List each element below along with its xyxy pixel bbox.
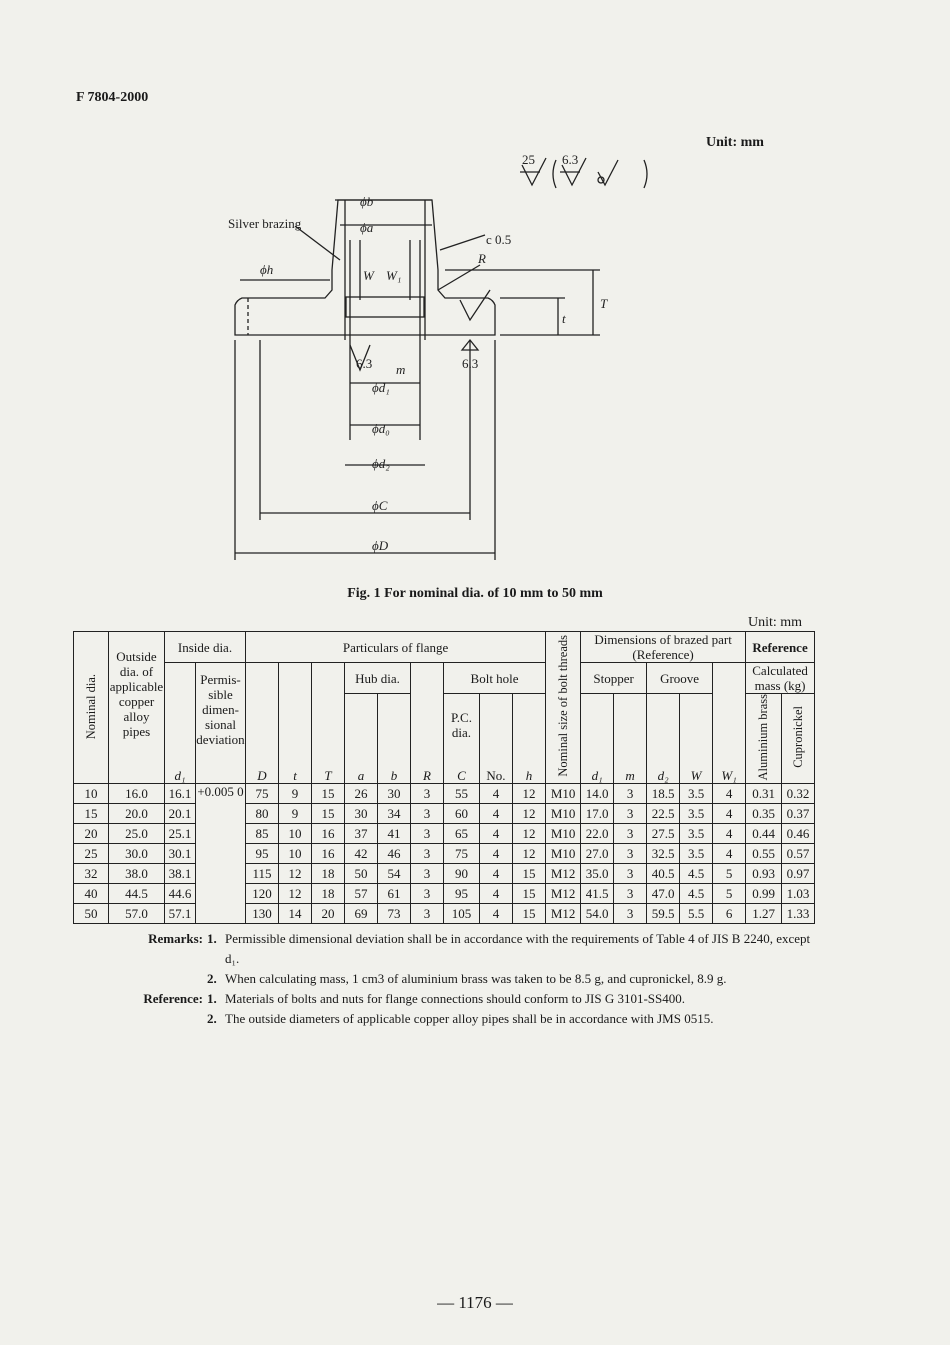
col-bolt-hole: Bolt hole: [444, 663, 546, 694]
roughness-right-label: 6.3: [462, 356, 479, 371]
col-cupro: Cupronickel: [782, 694, 815, 784]
table-cell: 90: [444, 864, 480, 884]
figure-caption: Fig. 1 For nominal dia. of 10 mm to 50 mm: [347, 586, 603, 601]
table-cell: 25: [74, 844, 109, 864]
table-cell: 4: [480, 884, 513, 904]
table-cell: 3: [411, 804, 444, 824]
col-m-blank: [614, 694, 647, 756]
sym-permissible-blank: [196, 755, 246, 784]
table-cell: 3: [614, 884, 647, 904]
roughness-symbol-plain: [598, 160, 618, 185]
roughness-left-label: 6.3: [356, 356, 373, 371]
table-cell: 12: [513, 784, 546, 804]
dim-d1-label: ϕd₁: [372, 380, 390, 395]
col-a-blank: [345, 694, 378, 756]
table-row: [74, 824, 815, 844]
table-cell: 4.5: [680, 864, 713, 884]
table-cell: 4: [480, 824, 513, 844]
table-cell: 42: [345, 844, 378, 864]
table-cell: 59.5: [647, 904, 680, 924]
table-cell: 18: [312, 864, 345, 884]
document-code: F 7804-2000: [76, 90, 149, 105]
col-sd1-blank: [581, 694, 614, 756]
table-cell: 38.0: [109, 864, 165, 884]
sym-a: a: [345, 755, 378, 784]
table-cell: 50: [74, 904, 109, 924]
table-cell: 80: [246, 804, 279, 824]
remark-2: 2. When calculating mass, 1 cm3 of aluminium brass was taken to be 8.5 g, and cupronickel, 8.9 g.: [207, 971, 727, 986]
sym-W1: W₁: [713, 755, 746, 784]
w1-label: W₁: [386, 268, 402, 283]
table-cell: 32.5: [647, 844, 680, 864]
col-brazed: Dimensions of brazed part (Reference): [581, 632, 746, 663]
sym-t: t: [279, 755, 312, 784]
chamfer-label: c 0.5: [486, 232, 512, 247]
table-cell: 0.31: [746, 784, 782, 804]
col-bolt-size: Nominal size of bolt threads: [546, 632, 581, 784]
table-cell: 3.5: [680, 784, 713, 804]
table-cell: 10: [74, 784, 109, 804]
notes-section: [118, 929, 818, 1029]
table-row: [74, 864, 815, 884]
table-cell: 5.5: [680, 904, 713, 924]
table-cell: 20.1: [165, 804, 196, 824]
flange-drawing: [200, 140, 720, 580]
table-cell: M12: [546, 904, 581, 924]
table-cell: M10: [546, 804, 581, 824]
sym-D: D: [246, 755, 279, 784]
col-permissible: Permis-sible dimen-sional deviation: [196, 663, 246, 756]
dim-b-label: ϕb: [360, 194, 374, 209]
table-cell: 15: [312, 804, 345, 824]
table-cell: 4: [480, 904, 513, 924]
table-cell: 18: [312, 884, 345, 904]
table-cell: 44.5: [109, 884, 165, 904]
table-cell: 0.93: [746, 864, 782, 884]
roughness-value-25: 25: [522, 152, 535, 167]
table-cell: 0.35: [746, 804, 782, 824]
table-cell: 4: [480, 784, 513, 804]
table-cell: 73: [378, 904, 411, 924]
col-inside-dia: Inside dia.: [165, 632, 246, 663]
table-cell: 0.99: [746, 884, 782, 904]
table-cell: 60: [444, 804, 480, 824]
sym-no: No.: [480, 755, 513, 784]
table-cell: 12: [513, 804, 546, 824]
table-cell: 16.0: [109, 784, 165, 804]
table-cell: 9: [279, 784, 312, 804]
table-cell: 0.44: [746, 824, 782, 844]
table-row: [74, 804, 815, 824]
table-cell: 22.5: [647, 804, 680, 824]
col-outside-dia: Outside dia. of applicable copper alloy pipes: [109, 632, 165, 756]
table-cell: 0.97: [782, 864, 815, 884]
table-cell: 4: [480, 864, 513, 884]
table-cell: 120: [246, 884, 279, 904]
table-cell: 95: [246, 844, 279, 864]
col-flange: Particulars of flange: [246, 632, 546, 663]
table-cell: 75: [246, 784, 279, 804]
table-cell: 32: [74, 864, 109, 884]
table-cell: 12: [513, 844, 546, 864]
table-cell: 1.27: [746, 904, 782, 924]
table-cell: 4: [713, 824, 746, 844]
table-cell: 10: [279, 824, 312, 844]
sym-m: m: [614, 755, 647, 784]
flange-spec-table: [73, 631, 815, 924]
table-cell: 4: [713, 784, 746, 804]
table-cell: 25.1: [165, 824, 196, 844]
table-row: [74, 844, 815, 864]
table-cell: 12: [279, 864, 312, 884]
table-row: [74, 904, 815, 924]
table-cell: 3: [614, 844, 647, 864]
deviation-cell: +0.005 0: [196, 784, 246, 924]
sym-outside-blank: [109, 755, 165, 784]
table-cell: 14: [279, 904, 312, 924]
table-cell: 12: [279, 884, 312, 904]
table-row: [74, 884, 815, 904]
table-cell: 3: [614, 824, 647, 844]
page-number: — 1176 —: [437, 1293, 513, 1312]
table-cell: 54.0: [581, 904, 614, 924]
table-cell: 0.32: [782, 784, 815, 804]
col-no-blank: [480, 694, 513, 756]
col-h-blank: [513, 694, 546, 756]
table-cell: 3: [411, 864, 444, 884]
table-cell: 3: [411, 904, 444, 924]
table-cell: 22.0: [581, 824, 614, 844]
col-b-blank: [378, 694, 411, 756]
table-cell: 15: [513, 884, 546, 904]
table-cell: 69: [345, 904, 378, 924]
table-cell: 30.1: [165, 844, 196, 864]
col-w1-blank: [713, 663, 746, 756]
table-cell: 17.0: [581, 804, 614, 824]
col-W-blank: [680, 694, 713, 756]
table-cell: M12: [546, 884, 581, 904]
reference-label: Reference:: [143, 991, 203, 1006]
table-cell: 95: [444, 884, 480, 904]
sym-d1: d₁: [165, 755, 196, 784]
table-cell: 16: [312, 844, 345, 864]
table-cell: 3: [411, 884, 444, 904]
table-cell: 105: [444, 904, 480, 924]
table-cell: 115: [246, 864, 279, 884]
col-t-blank: [279, 663, 312, 756]
radius-label: R: [478, 251, 486, 266]
table-cell: 27.5: [647, 824, 680, 844]
dim-t-label: t: [562, 311, 566, 326]
table-cell: 4: [480, 844, 513, 864]
table-cell: 16: [312, 824, 345, 844]
table-cell: 6: [713, 904, 746, 924]
table-cell: 3.5: [680, 824, 713, 844]
silver-brazing-label: Silver brazing: [228, 216, 302, 231]
table-cell: 38.1: [165, 864, 196, 884]
col-D-blank: [246, 663, 279, 756]
table-cell: 54: [378, 864, 411, 884]
table-cell: 30: [378, 784, 411, 804]
figure-unit-label: Unit: mm: [706, 135, 764, 150]
table-cell: 61: [378, 884, 411, 904]
table-cell: 85: [246, 824, 279, 844]
table-cell: 27.0: [581, 844, 614, 864]
table-cell: 4: [713, 844, 746, 864]
table-cell: 40: [74, 884, 109, 904]
dim-d0-label: ϕd₀: [372, 421, 390, 436]
table-cell: 3: [411, 784, 444, 804]
sym-stopper-d1: d₁: [581, 755, 614, 784]
table-cell: 30.0: [109, 844, 165, 864]
table-cell: 3.5: [680, 844, 713, 864]
reference-2: 2. The outside diameters of applicable copper alloy pipes shall be in accordance with JMS 0515.: [207, 1011, 714, 1026]
table-cell: 5: [713, 884, 746, 904]
table-cell: 3: [614, 864, 647, 884]
table-cell: 18.5: [647, 784, 680, 804]
col-hub: Hub dia.: [345, 663, 411, 694]
table-cell: 4: [480, 804, 513, 824]
table-cell: M10: [546, 824, 581, 844]
sym-C: C: [444, 755, 480, 784]
table-cell: 3.5: [680, 804, 713, 824]
table-cell: 15: [513, 904, 546, 924]
col-stopper: Stopper: [581, 663, 647, 694]
reference-1: Reference: 1. Materials of bolts and nuts for flange connections should conform to JIS G 3101-SS400.: [118, 989, 818, 1009]
table-cell: 9: [279, 804, 312, 824]
table-cell: 50: [345, 864, 378, 884]
dim-C-label: ϕC: [372, 498, 388, 513]
col-alu: Aluminium brass: [746, 694, 782, 784]
table-cell: 20: [74, 824, 109, 844]
col-R-blank: [411, 663, 444, 756]
table-cell: M12: [546, 864, 581, 884]
col-T-blank: [312, 663, 345, 756]
remark-1: Remarks: 1. Permissible dimensional deviation shall be in accordance with the requirements of Table 4 of JIS B 2240, except d₁.: [118, 929, 818, 969]
col-d2-blank: [647, 694, 680, 756]
sym-W: W: [680, 755, 713, 784]
table-cell: 25.0: [109, 824, 165, 844]
table-cell: 5: [713, 864, 746, 884]
table-cell: 57.1: [165, 904, 196, 924]
table-cell: 14.0: [581, 784, 614, 804]
table-cell: 4.5: [680, 884, 713, 904]
table-cell: 12: [513, 824, 546, 844]
table-unit-label: Unit: mm: [748, 615, 803, 630]
table-cell: M10: [546, 844, 581, 864]
dim-a-label: ϕa: [360, 220, 374, 235]
remarks-label: Remarks:: [148, 931, 203, 946]
table-cell: 0.57: [782, 844, 815, 864]
table-cell: 47.0: [647, 884, 680, 904]
table-cell: 30: [345, 804, 378, 824]
col-nominal-dia: Nominal dia.: [74, 632, 109, 784]
col-groove: Groove: [647, 663, 713, 694]
table-cell: 65: [444, 824, 480, 844]
table-cell: 34: [378, 804, 411, 824]
table-cell: 16.1: [165, 784, 196, 804]
sym-T: T: [312, 755, 345, 784]
table-cell: 55: [444, 784, 480, 804]
table-cell: 1.33: [782, 904, 815, 924]
col-d1-blank: [165, 663, 196, 756]
table-cell: 0.55: [746, 844, 782, 864]
w-label: W: [363, 268, 374, 283]
col-pc: P.C. dia.: [444, 694, 480, 756]
sym-b: b: [378, 755, 411, 784]
table-cell: 10: [279, 844, 312, 864]
table-cell: 15: [312, 784, 345, 804]
table-cell: 0.46: [782, 824, 815, 844]
table-cell: 75: [444, 844, 480, 864]
table-cell: 57.0: [109, 904, 165, 924]
sym-d2: d₂: [647, 755, 680, 784]
table-cell: 41: [378, 824, 411, 844]
table-cell: 35.0: [581, 864, 614, 884]
table-cell: 3: [411, 824, 444, 844]
table-cell: 15: [513, 864, 546, 884]
table-cell: 20.0: [109, 804, 165, 824]
dim-T-label: T: [600, 296, 608, 311]
table-cell: 15: [74, 804, 109, 824]
table-cell: 20: [312, 904, 345, 924]
sym-h: h: [513, 755, 546, 784]
table-cell: 46: [378, 844, 411, 864]
col-reference: Reference: [746, 632, 815, 663]
table-cell: 57: [345, 884, 378, 904]
table-cell: M10: [546, 784, 581, 804]
table-cell: 37: [345, 824, 378, 844]
table-cell: 41.5: [581, 884, 614, 904]
dim-h-label: ϕh: [260, 262, 274, 277]
roughness-value-6.3: 6.3: [562, 152, 579, 167]
table-cell: 3: [614, 804, 647, 824]
col-calc-mass: Calculated mass (kg): [746, 663, 815, 694]
table-cell: 0.37: [782, 804, 815, 824]
table-cell: 4: [713, 804, 746, 824]
m-label: m: [396, 362, 406, 377]
table-cell: 130: [246, 904, 279, 924]
table-cell: 1.03: [782, 884, 815, 904]
table-cell: 3: [411, 844, 444, 864]
dim-D-label: ϕD: [372, 538, 389, 553]
table-cell: 3: [614, 904, 647, 924]
table-cell: 40.5: [647, 864, 680, 884]
dim-d2-label: ϕd₂: [372, 456, 390, 471]
table-row: [74, 784, 815, 804]
sym-R: R: [411, 755, 444, 784]
table-cell: 3: [614, 784, 647, 804]
table-cell: 26: [345, 784, 378, 804]
table-cell: 44.6: [165, 884, 196, 904]
